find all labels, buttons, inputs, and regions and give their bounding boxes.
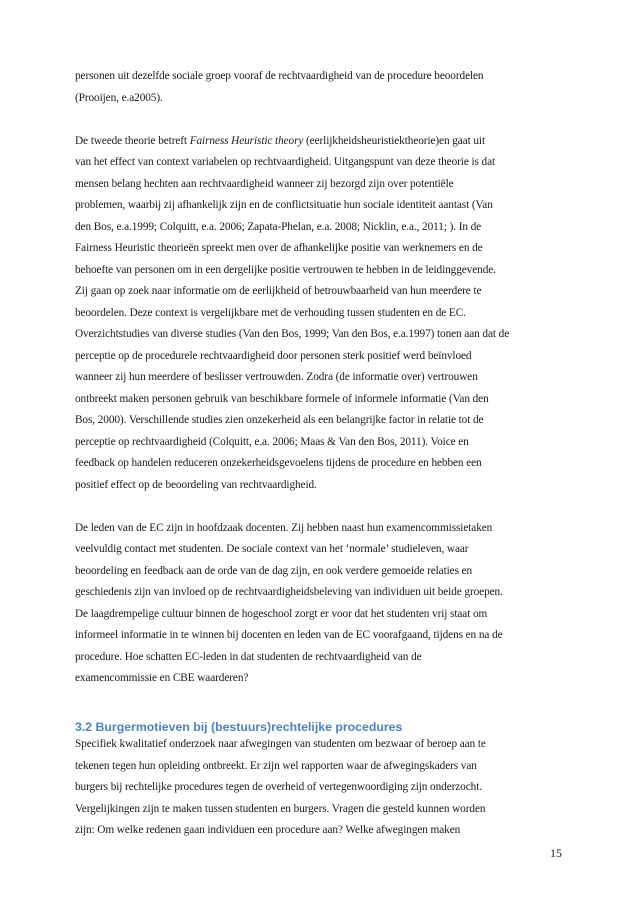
text-line: Fairness Heuristic theorieën spreekt men over de afhankelijke positie van werknemers en de — [75, 242, 483, 254]
text-line: examencommissie en CBE waarderen? — [75, 672, 249, 684]
paragraph-spacer — [75, 496, 565, 518]
text-line: (Prooijen, e.a2005). — [75, 91, 163, 104]
text-line: burgers bij rechtelijke procedures tegen de overheid of vertegenwoordiging zijn onderzocht. — [75, 781, 482, 793]
text-line: behoefte van personen om in een dergelijke positie vertrouwen te hebben in de leidinggevende. — [75, 263, 496, 276]
section-heading: 3.2 Burgermotieven bij (bestuurs)rechtelijke procedures — [75, 720, 403, 734]
text-line: beoordelen. Deze context is vergelijkbare met de verhouding tussen studenten en de EC. — [75, 306, 466, 319]
paragraph-spacer — [75, 690, 565, 712]
text-line: positief effect op de beoordeling van rechtvaardigheid. — [75, 478, 317, 491]
text-line: den Bos, e.a.1999; Colquitt, e.a. 2006; Zapata-Phelan, e.a. 2008; Nicklin, e.a., 2011; ). In de — [75, 220, 482, 233]
paragraph-3 — [75, 518, 565, 690]
text-line: personen uit dezelfde sociale groep vooraf de rechtvaardigheid van de procedure beoordelen — [75, 70, 484, 82]
page-number: 15 — [550, 846, 562, 860]
theory-name-italic: Fairness Heuristic theory — [189, 134, 304, 147]
text-run: (eerlijkheidsheuristiektheorie)en gaat uit — [303, 134, 486, 147]
text-run: De tweede theorie betreft — [75, 134, 190, 147]
section-paragraph — [75, 734, 565, 842]
text-line: Zij gaan op zoek naar informatie om de eerlijkheid of betrouwbaarheid van hun meerdere te — [75, 285, 482, 297]
text-line: beoordeling en feedback aan de orde van de dag zijn, en ook verdere gemoeide relaties en — [75, 564, 473, 577]
text-line: mensen belang hechten aan rechtvaardigheid wanneer zij bezorgd zijn over potentiële — [75, 177, 454, 190]
text-line: procedure. Hoe schatten EC-leden in dat studenten de rechtvaardigheid van de — [75, 650, 422, 663]
text-line: perceptie op de procedurele rechtvaardigheid door personen sterk positief werd beïnvloed — [75, 349, 472, 362]
text-line: Bos, 2000). Verschillende studies zien onzekerheid als een belangrijke factor in relatie tot de — [75, 414, 484, 426]
paragraph-2 — [75, 131, 565, 497]
text-line: ontbreekt maken personen gebruik van beschikbare formele of informele informatie (Van den — [75, 392, 489, 405]
text-line: De laagdrempelige cultuur binnen de hogeschool zorgt er voor dat het studenten vrij staat om — [75, 607, 488, 620]
text-line: veelvuldig contact met studenten. De sociale context van het ‘normale’ studieleven, waar — [75, 543, 469, 555]
text-line: perceptie op rechtvaardigheid (Colquitt, e.a. 2006; Maas & Van den Bos, 2011). Voice en — [75, 435, 469, 448]
text-line: problemen, waarbij zij afhankelijk zijn en de conflictsituatie hun sociale identiteit aantast (Van — [75, 199, 493, 211]
page-content — [75, 66, 565, 842]
paragraph-spacer — [75, 109, 565, 131]
text-line: geschiedenis zijn van invloed op de rechtvaardigheidsbeleving van individuen uit beide groepen. — [75, 586, 503, 598]
paragraph-1 — [75, 66, 565, 109]
text-line: tekenen tegen hun opleiding ontbreekt. Er zijn wel rapporten waar de afwegingskaders van — [75, 759, 477, 772]
text-line: feedback op handelen reduceren onzekerheidsgevoelens tijdens de procedure en hebben een — [75, 457, 482, 469]
text-line: zijn: Om welke redenen gaan individuen een procedure aan? Welke afwegingen maken — [75, 824, 461, 836]
text-line: De leden van de EC zijn in hoofdzaak docenten. Zij hebben naast hun examencommissietaken — [75, 521, 493, 534]
text-line: wanneer zij hun meerdere of beslisser vertrouwden. Zodra (de informatie over) vertrouwen — [75, 371, 478, 383]
text-line: informeel informatie in te winnen bij docenten en leden van de EC voorafgaand, tijdens en na de — [75, 629, 503, 641]
text-line: Specifiek kwalitatief onderzoek naar afwegingen van studenten om bezwaar of beroep aan te — [75, 738, 486, 750]
text-line: Vergelijkingen zijn te maken tussen studenten en burgers. Vragen die gesteld kunnen worden — [75, 802, 486, 815]
text-line: van het effect van context variabelen op rechtvaardigheid. Uitgangspunt van deze theorie is dat — [75, 156, 496, 168]
text-line: Overzichtstudies van diverse studies (Van den Bos, 1999; Van den Bos, e.a.1997) tonen aan dat de — [75, 328, 510, 340]
text-line-mixed — [75, 131, 565, 153]
